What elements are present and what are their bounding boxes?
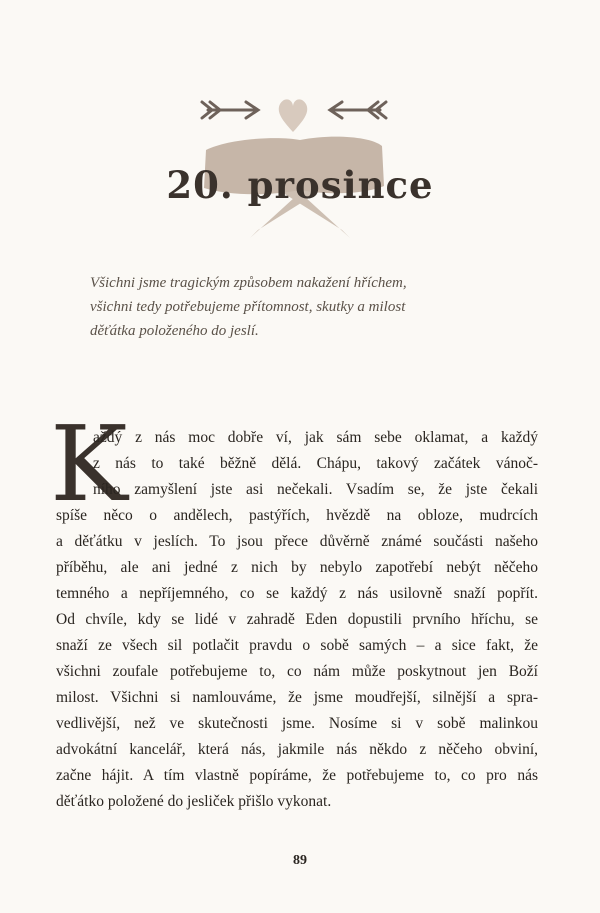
body-line: příběhu, ale ani jedné z nich by nebylo zapotřebí nebýt něčeho	[56, 559, 538, 576]
drop-cap: K	[50, 403, 128, 525]
body-text	[56, 425, 538, 815]
body-line: advokátní kancelář, která nás, jakmile nás někdo z něčeho obviní,	[56, 741, 538, 758]
body-line: ního zamyšlení jste asi nečekali. Vsadím se, že jste čekali	[93, 481, 538, 498]
page-number: 89	[293, 853, 307, 868]
epigraph	[90, 271, 530, 343]
epigraph-line: Všichni jsme tragickým způsobem nakažení hříchem,	[90, 275, 407, 291]
epigraph-line: všichni tedy potřebujeme přítomnost, skutky a milost	[90, 299, 406, 315]
chapter-ornament	[0, 0, 600, 260]
chapter-title: 20. prosince	[166, 163, 434, 207]
arrow-left-icon	[330, 102, 386, 118]
body-line: vedlivější, než ve skutečnosti jsme. Nosíme si v sobě malinkou	[56, 715, 538, 732]
body-line: temného a nepříjemného, co se každý z nás usilovně snaží popřít.	[56, 585, 538, 602]
body-line: milost. Všichni si namlouváme, že jsme moudřejší, silnější a spra-	[56, 689, 538, 706]
body-line: a děťátku v jeslích. To jsou přece důvěrně známé součásti našeho	[56, 533, 538, 550]
arrow-right-icon	[202, 102, 258, 118]
body-line: začne hájit. A tím vlastně popíráme, že potřebujeme to, co pro nás	[56, 767, 538, 784]
body-line: Od chvíle, kdy se lidé v zahradě Eden dopustili prvního hříchu, se	[56, 611, 538, 628]
epigraph-line: děťátka položeného do jeslí.	[90, 323, 259, 339]
body-line: z nás to také běžně dělá. Chápu, takový začátek vánoč-	[93, 455, 538, 472]
body-line: snaží ze všech sil potlačit pravdu o sobě samých – a sice fakt, že	[56, 637, 538, 654]
body-line: všichni zoufale potřebujeme to, co nám může poskytnout jen Boží	[56, 663, 538, 680]
body-line: spíše něco o andělech, pastýřích, hvězdě na obloze, mudrcích	[56, 507, 538, 524]
heart-icon	[279, 99, 307, 132]
body-line: aždý z nás moc dobře ví, jak sám sebe oklamat, a každý	[93, 429, 538, 446]
body-line: děťátko položené do jesliček přišlo vykonat.	[56, 793, 332, 810]
